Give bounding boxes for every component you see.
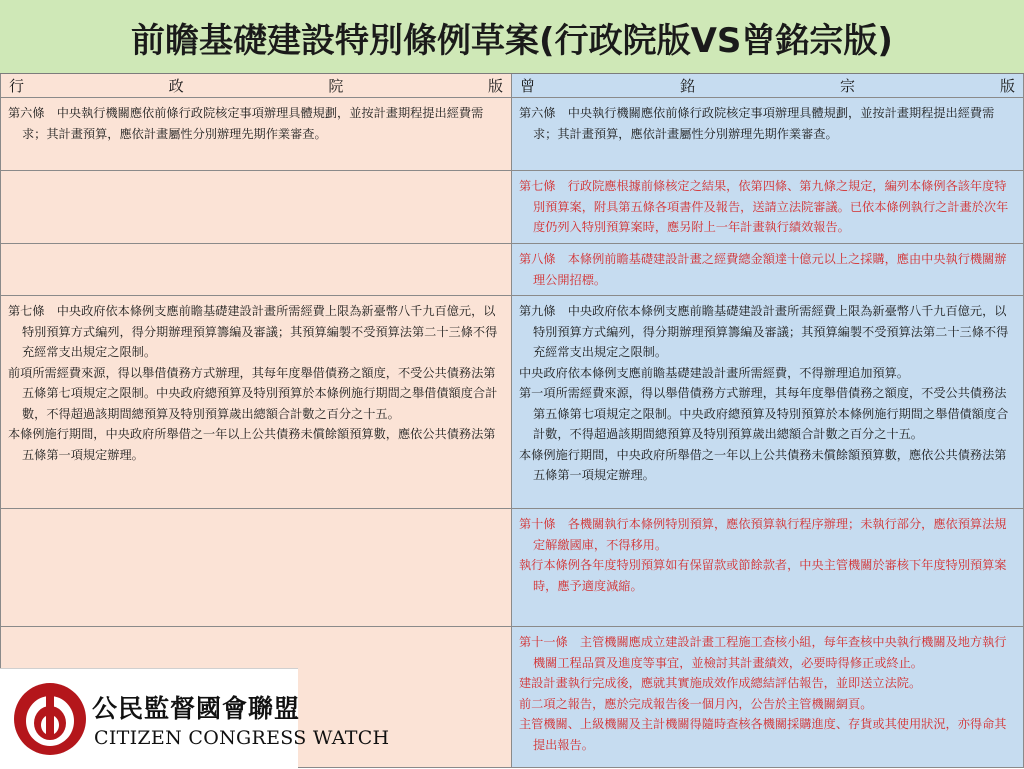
logo-english-name: CITIZEN CONGRESS WATCH — [94, 727, 390, 749]
article-paragraph-added: 建設計畫執行完成後，應就其實施成效作成總結評估報告，並即送立法院。 — [519, 676, 922, 690]
header-right-char: 銘 — [679, 77, 695, 95]
header-executive-yuan — [0, 74, 512, 98]
article-paragraph-added: 第八條 本條例前瞻基礎建設計畫之經費總金額達十億元以上之採購，應由中央執行機關辦理公開招標。 — [519, 252, 1007, 287]
article-paragraph: 第六條 中央執行機關應依前條行政院核定事項辦理具體規劃，並按計畫期程提出經費需求；其計畫預算，應依計畫屬性分別辦理先期作業審查。 — [8, 106, 484, 141]
row2-left-cell-empty — [0, 171, 512, 244]
row3-left-cell-empty — [0, 244, 512, 296]
row1-left-cell — [0, 98, 512, 171]
row5-right-cell — [512, 509, 1024, 627]
header-tseng-version — [512, 74, 1024, 98]
header-right-char: 版 — [999, 77, 1015, 95]
article-paragraph: 第六條 中央執行機關應依前條行政院核定事項辦理具體規劃，並按計畫期程提出經費需求；其計畫預算，應依計畫屬性分別辦理先期作業審查。 — [519, 106, 995, 141]
article-paragraph: 第七條 中央政府依本條例支應前瞻基礎建設計畫所需經費上限為新臺幣八千九百億元，以特別預算方式編列，得分期辦理預算籌編及審議；其預算編製不受預算法第二十三條不得充經常支出規定之限制。 — [8, 304, 498, 359]
header-right-char: 曾 — [520, 77, 536, 95]
header-left-char: 版 — [487, 77, 503, 95]
article-paragraph-added: 第七條 行政院應根據前條核定之結果，依第四條、第九條之規定，編列本條例各該年度特別預算案，附具第五條各項書件及報告，送請立法院審議。已依本條例執行之計畫於次年度仍列入特別預算案時，應另附上一年計畫執行績效報告。 — [519, 179, 1009, 234]
header-left-char: 行 — [9, 77, 25, 95]
article-paragraph: 第一項所需經費來源，得以舉借債務方式辦理，其每年度舉借債務之額度，不受公共債務法第五條第七項規定之限制。中央政府總預算及特別預算於本條例施行期間之舉借債額度合計數，不得超過該期間總預算及特別預算歲出總額合計數之百分之十五。 — [519, 386, 1009, 441]
ccw-emblem-icon — [12, 681, 88, 757]
article-paragraph-added: 第十一條 主管機關應成立建設計畫工程施工查核小組，每年查核中央執行機關及地方執行機關工程品質及進度等事宜，並檢討其計畫績效，必要時得修正或終止。 — [519, 635, 1007, 670]
row3-right-cell — [512, 244, 1024, 296]
article-paragraph-added: 前二項之報告，應於完成報告後一個月內，公告於主管機關網頁。 — [519, 696, 873, 711]
article-paragraph: 前項所需經費來源，得以舉借債務方式辦理，其每年度舉借債務之額度，不受公共債務法第五條第七項規定之限制。中央政府總預算及特別預算於本條例施行期間之舉借債額度合計數，不得超過該期間總預算及特別預算歲出總額合計數之百分之十五。 — [8, 365, 498, 421]
article-paragraph: 第九條 中央政府依本條例支應前瞻基礎建設計畫所需經費上限為新臺幣八千九百億元，以特別預算方式編列，得分期辦理預算籌編及審議；其預算編製不受預算法第二十三條不得充經常支出規定之限制。 — [519, 304, 1009, 359]
article-paragraph-added: 第十條 各機關執行本條例特別預算，應依預算執行程序辦理；未執行部分，應依預算法規定解繳國庫，不得移用。 — [519, 517, 1007, 552]
article-paragraph: 中央政府依本條例支應前瞻基礎建設計畫所需經費，不得辦理追加預算。 — [519, 365, 909, 380]
row6-right-cell — [512, 627, 1024, 768]
header-left-char: 院 — [328, 77, 344, 95]
row4-left-cell — [0, 296, 512, 509]
row5-left-cell-empty — [0, 509, 512, 627]
article-paragraph-added: 主管機關、上級機關及主計機關得隨時查核各機關採購進度、存貨或其使用狀況，亦得命其提出報告。 — [519, 717, 1007, 752]
title-bar — [0, 0, 1024, 74]
article-paragraph-added: 執行本條例各年度特別預算如有保留款或節餘款者，中央主管機關於審核下年度特別預算案時，應予適度減縮。 — [519, 558, 1007, 593]
article-paragraph: 本條例施行期間，中央政府所舉借之一年以上公共債務未償餘額預算數，應依公共債務法第五條第一項規定辦理。 — [519, 447, 1007, 482]
row4-right-cell — [512, 296, 1024, 509]
logo-chinese-name: 公民監督國會聯盟 — [92, 694, 301, 723]
row2-right-cell — [512, 171, 1024, 244]
citizen-congress-watch-logo — [0, 668, 390, 769]
article-paragraph: 本條例施行期間，中央政府所舉借之一年以上公共債務未償餘額預算數，應依公共債務法第五條第一項規定辦理。 — [8, 427, 496, 462]
page-title: 前瞻基礎建設特別條例草案(行政院版VS曾銘宗版) — [131, 21, 893, 61]
header-right-char: 宗 — [839, 77, 855, 95]
row1-right-cell — [512, 98, 1024, 171]
header-left-char: 政 — [168, 77, 184, 95]
